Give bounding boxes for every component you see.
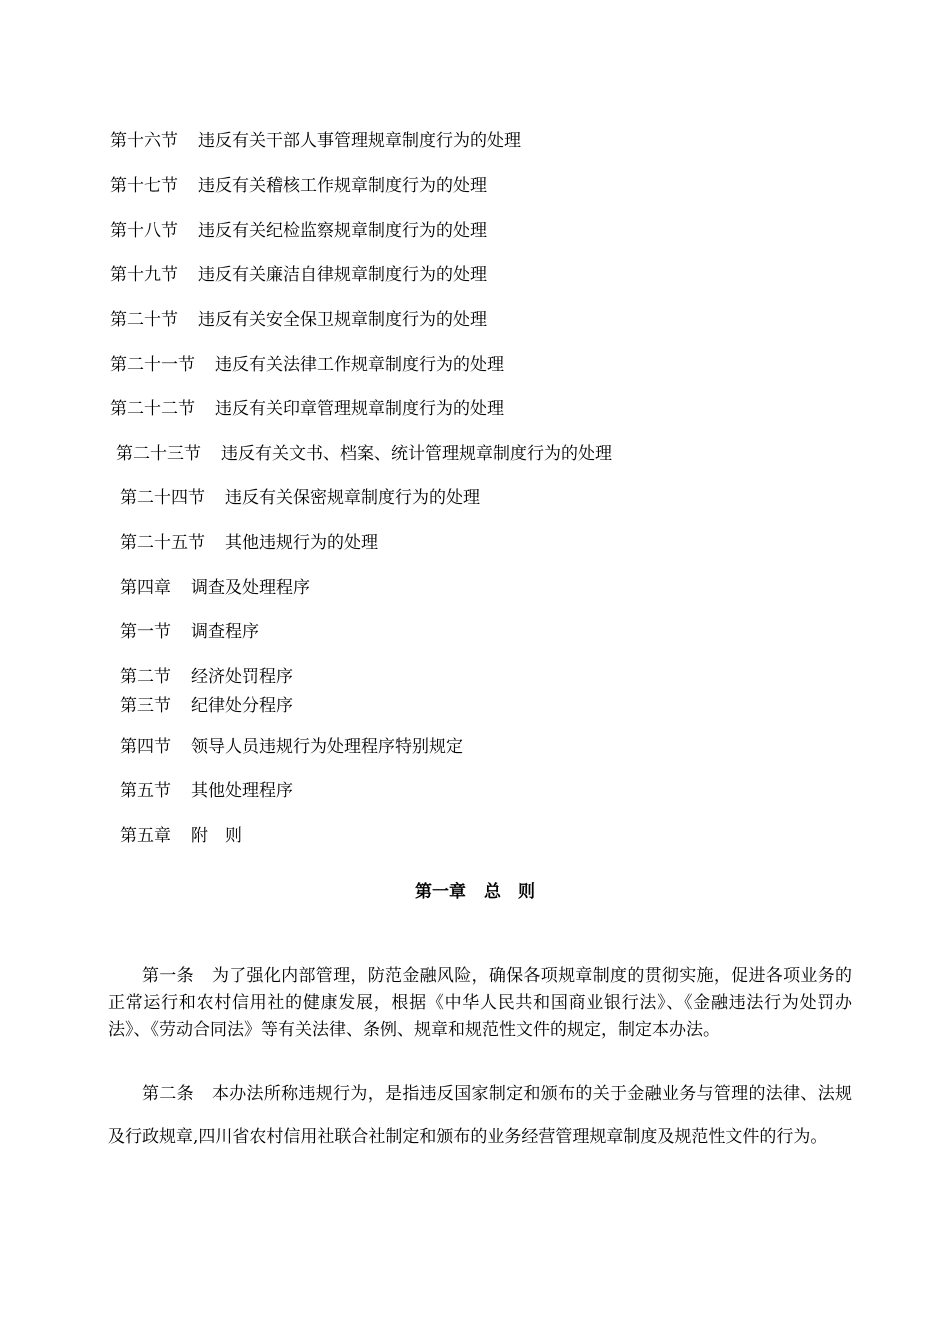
article-1 [108, 963, 852, 1044]
toc-item-chapter-4-section-4 [120, 736, 463, 758]
toc-item-number: 第二十五节 [120, 533, 205, 553]
toc-item-section-20 [110, 309, 487, 331]
toc-item-chapter-5 [120, 825, 242, 847]
toc-item-title: 其他违规行为的处理 [225, 533, 378, 553]
toc-item-section-19 [110, 264, 487, 286]
toc-item-title: 其他处理程序 [191, 781, 293, 801]
toc-item-title: 调查及处理程序 [191, 578, 310, 598]
chapter-number: 第一章 [415, 882, 466, 902]
chapter-title: 总 则 [484, 882, 535, 902]
article-text: 为了强化内部管理，防范金融风险，确保各项规章制度的贯彻实施，促进各项业务的正常运行和农村信用社的健康发展，根据《中华人民共和国商业银行法》、《金融违法行为处罚办法》、《劳动合同法》等有关法律、条例、规章和规范性文件的规定，制定本办法。 [108, 966, 853, 1040]
toc-item-title: 经济处罚程序 [191, 667, 293, 687]
toc-item-section-24 [120, 487, 480, 509]
toc-item-number: 第二十节 [110, 310, 178, 330]
toc-item-number: 第五节 [120, 781, 171, 801]
toc-item-section-16 [110, 130, 521, 152]
article-2 [108, 1073, 852, 1159]
chapter-heading [0, 880, 950, 904]
toc-item-number: 第四章 [120, 578, 171, 598]
toc-item-title: 领导人员违规行为处理程序特别规定 [191, 737, 463, 757]
toc-item-number: 第二节 [120, 667, 171, 687]
article-number: 第二条 [142, 1084, 194, 1104]
toc-item-title: 违反有关干部人事管理规章制度行为的处理 [198, 131, 521, 151]
toc-item-title: 违反有关稽核工作规章制度行为的处理 [198, 176, 487, 196]
toc-item-section-23 [116, 443, 612, 465]
toc-item-section-25 [120, 532, 378, 554]
toc-item-number: 第十九节 [110, 265, 178, 285]
toc-item-number: 第二十四节 [120, 488, 205, 508]
article-text: 本办法所称违规行为，是指违反国家制定和颁布的关于金融业务与管理的法律、法规及行政规章,四川省农村信用社联合社制定和颁布的业务经营管理规章制度及规范性文件的行为。 [108, 1084, 853, 1147]
toc-item-section-17 [110, 175, 487, 197]
toc-item-number: 第十七节 [110, 176, 178, 196]
toc-item-title: 违反有关印章管理规章制度行为的处理 [215, 399, 504, 419]
toc-item-title: 违反有关安全保卫规章制度行为的处理 [198, 310, 487, 330]
toc-item-number: 第二十二节 [110, 399, 195, 419]
toc-item-number: 第三节 [120, 696, 171, 716]
toc-item-section-22 [110, 398, 504, 420]
toc-item-title: 违反有关文书、档案、统计管理规章制度行为的处理 [221, 444, 612, 464]
toc-item-title: 违反有关纪检监察规章制度行为的处理 [198, 221, 487, 241]
toc-item-number: 第四节 [120, 737, 171, 757]
toc-item-section-18 [110, 220, 487, 242]
toc-item-chapter-4 [120, 577, 310, 599]
toc-item-number: 第十八节 [110, 221, 178, 241]
toc-item-number: 第五章 [120, 826, 171, 846]
toc-item-number: 第二十一节 [110, 355, 195, 375]
toc-item-chapter-4-section-3 [120, 695, 293, 717]
toc-item-number: 第二十三节 [116, 444, 201, 464]
toc-item-title: 违反有关法律工作规章制度行为的处理 [215, 355, 504, 375]
article-number: 第一条 [142, 966, 194, 986]
toc-item-title: 附 则 [191, 826, 242, 846]
toc-item-title: 调查程序 [191, 622, 259, 642]
toc-item-number: 第一节 [120, 622, 171, 642]
toc-item-section-21 [110, 354, 504, 376]
toc-item-title: 违反有关廉洁自律规章制度行为的处理 [198, 265, 487, 285]
toc-item-chapter-4-section-1 [120, 621, 259, 643]
toc-item-chapter-4-section-5 [120, 780, 293, 802]
toc-item-chapter-4-section-2 [120, 666, 293, 688]
toc-item-title: 纪律处分程序 [191, 696, 293, 716]
toc-item-number: 第十六节 [110, 131, 178, 151]
toc-item-title: 违反有关保密规章制度行为的处理 [225, 488, 480, 508]
